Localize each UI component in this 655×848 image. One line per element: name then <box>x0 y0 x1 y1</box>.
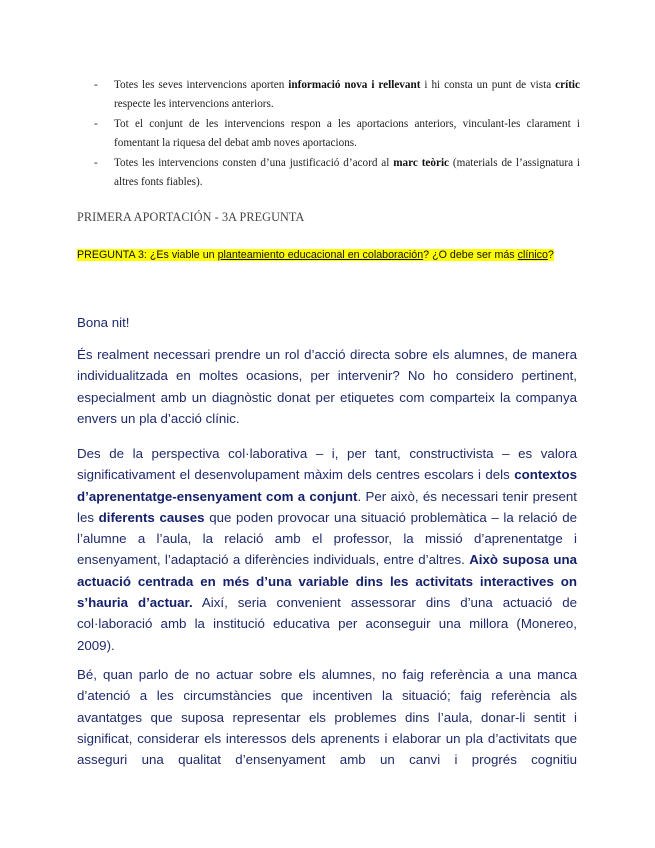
criteria-text: respecte les intervencions anteriors. <box>114 98 274 111</box>
greeting: Bona nit! <box>77 315 130 330</box>
bullet-dash: - <box>94 79 98 91</box>
answer-paragraph: És realment necessari prendre un rol d’acció directa sobre els alumnes, de manera individualitzada en moltes ocasions, per intervenir? No ho considero pertinent, especialment amb un diagnòstic donat per etiquetes com comparteix la companya envers un pla d’acció clínic. <box>77 347 577 426</box>
criteria-item <box>94 76 580 115</box>
paragraph-text: . Per això, és necessari tenir present les <box>77 488 577 525</box>
bullet-dash: - <box>94 117 98 130</box>
criteria-text: i hi consta un punt de vista <box>420 79 556 91</box>
criteria-item <box>94 154 580 193</box>
criteria-text: (materials de l’assignatura i altres fonts fiables). <box>114 156 581 189</box>
criteria-item <box>94 115 580 154</box>
paragraph-text: que poden provocar una situació problemàtica – la relació de l’alumne a l’aula, la relació amb el professor, la missió d’aprenentatge i ensenyament, l’adaptació a diferències individuals, entre d’altres. <box>77 509 577 568</box>
question-link[interactable]: planteamiento educacional en colaboración <box>217 249 424 261</box>
question-suffix: ? <box>547 249 554 261</box>
criteria-text: Totes les seves intervencions aporten <box>114 79 289 91</box>
question-text <box>77 248 577 263</box>
criteria-bold: marc teòric <box>393 156 450 169</box>
criteria-text: Totes les intervencions consten d’una justificació d’acord al <box>114 156 394 169</box>
question-highlight <box>77 249 554 261</box>
question-link[interactable]: clínico <box>517 249 548 261</box>
paragraph-text: Així, seria convenient assessorar dins d’una actuació de col·laboració amb la institució educativa per aconseguir una millora (Monereo, 2009). <box>77 595 577 653</box>
emphasis: contextos d’aprenentatge-ensenyament com a conjunt <box>77 467 577 504</box>
criteria-bold: crític <box>555 79 580 91</box>
criteria-list <box>94 76 580 192</box>
criteria-text: Tot el conjunt de les intervencions respon a les aportacions anteriors, vinculant-les clarament i fomentant la riquesa del debat amb noves aportacions. <box>114 117 580 150</box>
paragraph-text: Des de la perspectiva col·laborativa – i, per tant, constructivista – es valora significativament el desenvolupament màxim dels centres escolars i dels <box>77 446 577 483</box>
answer-paragraph: Bé, quan parlo de no actuar sobre els alumnes, no faig referència a una manca d’atenció a les circumstàncies que incentiven la situació; faig referència als avantatges que suposa representar els problemes dins l’aula, donar-li sentit i significat, considerar els interessos dels aprenents i elaborar un pla d’activitats que asseguri una qualitat d’ensenyament amb un canvi i progrés cognitiu <box>77 667 577 768</box>
emphasis: diferents causes <box>98 509 205 525</box>
answer-paragraph <box>77 443 577 656</box>
criteria-bold: informació nova i rellevant <box>288 79 421 91</box>
emphasis: Això suposa una actuació centrada en més d’una variable dins les activitats interactives on s’hauria d’actuar. <box>77 552 577 611</box>
question-prefix: PREGUNTA 3: ¿Es viable un <box>77 249 218 261</box>
bullet-dash: - <box>94 156 98 169</box>
section-heading: PRIMERA APORTACIÓN - 3A PREGUNTA <box>77 210 305 224</box>
question-middle: ? ¿O debe ser más <box>423 249 518 261</box>
